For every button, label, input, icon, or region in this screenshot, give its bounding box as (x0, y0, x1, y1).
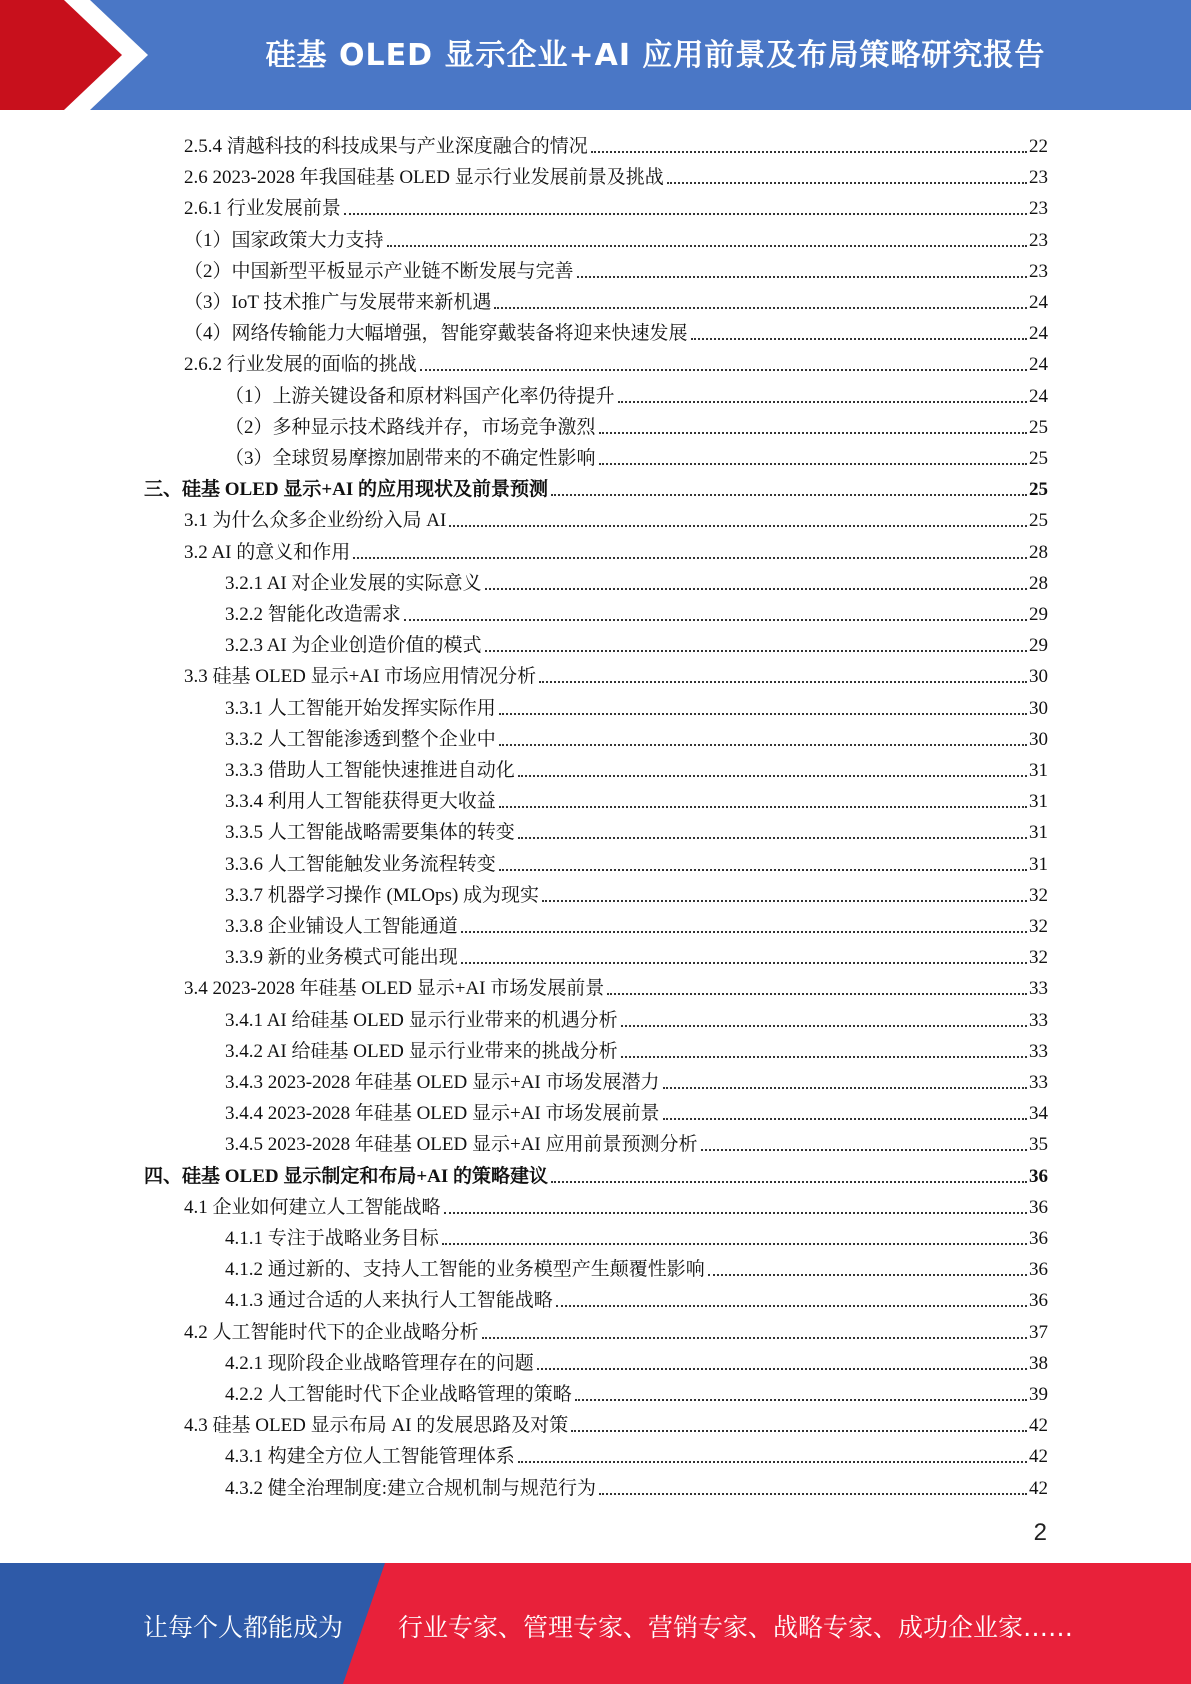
toc-leader-dots (499, 713, 1027, 715)
toc-leader-dots (591, 151, 1027, 153)
toc-entry-page-number: 23 (1029, 167, 1048, 189)
toc-entry-title: 3.3.3 借助人工智能快速推进自动化 (225, 760, 515, 781)
toc-entry-title: 3.3.9 新的业务模式可能出现 (225, 947, 458, 969)
toc-entry-page-number: 25 (1029, 448, 1048, 469)
toc-entry[interactable] (184, 1313, 1048, 1344)
toc-entry-page-number: 33 (1029, 1072, 1048, 1093)
toc-leader-dots (444, 1212, 1027, 1214)
toc-entry-page-number: 39 (1029, 1384, 1048, 1405)
toc-entry[interactable] (225, 1063, 1048, 1094)
toc-entry[interactable] (225, 595, 1048, 626)
toc-entry-title: 3.4.2 AI 给硅基 OLED 显示行业带来的挑战分析 (225, 1040, 618, 1062)
toc-leader-dots (542, 900, 1027, 902)
toc-entry-title: 4.3 硅基 OLED 显示布局 AI 的发展思路及对策 (184, 1415, 569, 1437)
toc-entry-title: 3.2.1 AI 对企业发展的实际意义 (225, 572, 482, 594)
toc-entry[interactable] (225, 1469, 1048, 1500)
toc-leader-dots (575, 1399, 1027, 1401)
toc-entry[interactable] (184, 283, 1048, 314)
toc-entry-page-number: 31 (1029, 853, 1048, 875)
header-banner (0, 0, 1191, 110)
toc-entry-title: 3.4.1 AI 给硅基 OLED 显示行业带来的机遇分析 (225, 1009, 618, 1031)
toc-entry-title: 四、硅基 OLED 显示制定和布局+AI 的策略建议 (144, 1165, 549, 1187)
toc-entry-title: 4.1 企业如何建立人工智能战略 (184, 1196, 441, 1218)
toc-leader-dots (571, 1430, 1027, 1432)
toc-entry-page-number: 28 (1029, 572, 1048, 594)
toc-leader-dots (482, 1337, 1027, 1339)
toc-entry-page-number: 28 (1029, 541, 1048, 563)
toc-entry-page-number: 37 (1029, 1321, 1048, 1343)
toc-entry-page-number: 42 (1029, 1477, 1048, 1499)
toc-entry[interactable] (225, 1437, 1048, 1468)
toc-entry[interactable] (225, 1375, 1048, 1406)
toc-leader-dots (539, 681, 1027, 683)
toc-entry-page-number: 31 (1029, 760, 1048, 781)
toc-entry[interactable] (184, 345, 1048, 376)
toc-leader-dots (551, 1181, 1027, 1183)
toc-entry[interactable] (184, 1188, 1048, 1219)
toc-entry-title: 3.4.4 2023-2028 年硅基 OLED 显示+AI 市场发展前景 (225, 1103, 660, 1125)
toc-entry[interactable] (184, 969, 1048, 1000)
toc-entry[interactable] (225, 377, 1048, 408)
toc-entry-title: （2）多种显示技术路线并存，市场竞争激烈 (225, 416, 596, 438)
toc-leader-dots (618, 401, 1027, 403)
toc-leader-dots (442, 1243, 1027, 1245)
toc-entry[interactable] (225, 1094, 1048, 1125)
toc-entry-title: 3.3.6 人工智能触发业务流程转变 (225, 853, 496, 875)
report-title: 硅基 OLED 显示企业+AI 应用前景及布局策略研究报告 (265, 38, 1046, 73)
toc-leader-dots (599, 1493, 1027, 1495)
toc-entry-title: （3）IoT 技术推广与发展带来新机遇 (184, 292, 492, 313)
toc-leader-dots (663, 1118, 1028, 1120)
toc-leader-dots (485, 650, 1027, 652)
toc-chapter-entry[interactable] (144, 470, 1048, 501)
toc-entry[interactable] (184, 657, 1048, 688)
toc-chapter-entry[interactable] (144, 1157, 1048, 1188)
toc-entry-title: 4.2 人工智能时代下的企业战略分析 (184, 1321, 479, 1343)
toc-entry-page-number: 29 (1029, 604, 1048, 625)
toc-entry-page-number: 36 (1029, 1228, 1048, 1249)
toc-leader-dots (404, 619, 1027, 621)
footer-slogan-right: 行业专家、管理专家、营销专家、战略专家、成功企业家…… (398, 1613, 1074, 1642)
toc-entry[interactable] (225, 689, 1048, 720)
toc-leader-dots (499, 869, 1027, 871)
toc-entry-title: 4.3.1 构建全方位人工智能管理体系 (225, 1446, 515, 1468)
toc-entry-title: 3.4 2023-2028 年硅基 OLED 显示+AI 市场发展前景 (184, 978, 605, 1000)
toc-leader-dots (353, 557, 1027, 559)
toc-leader-dots (599, 463, 1027, 465)
toc-leader-dots (518, 837, 1027, 839)
toc-entry[interactable] (184, 314, 1048, 345)
toc-leader-dots (708, 1274, 1027, 1276)
toc-leader-dots (461, 962, 1027, 964)
page-number: 2 (1033, 1519, 1047, 1546)
toc-entry-page-number: 42 (1029, 1415, 1048, 1437)
toc-leader-dots (621, 1056, 1027, 1058)
toc-leader-dots (518, 1461, 1027, 1463)
toc-entry[interactable] (225, 1250, 1048, 1281)
toc-entry-title: 3.2.2 智能化改造需求 (225, 604, 401, 625)
toc-entry-title: 3.4.5 2023-2028 年硅基 OLED 显示+AI 应用前景预测分析 (225, 1134, 698, 1156)
toc-entry-page-number: 23 (1029, 198, 1048, 220)
toc-leader-dots (485, 588, 1027, 590)
toc-entry[interactable] (225, 1219, 1048, 1250)
toc-entry-title: 3.3.8 企业铺设人工智能通道 (225, 916, 458, 937)
toc-entry[interactable] (225, 720, 1048, 751)
toc-entry-title: 3.3.2 人工智能渗透到整个企业中 (225, 728, 496, 750)
toc-leader-dots (499, 806, 1027, 808)
toc-entry[interactable] (225, 1125, 1048, 1156)
toc-entry-title: 4.1.1 专注于战略业务目标 (225, 1228, 439, 1249)
toc-entry[interactable] (184, 533, 1048, 564)
toc-entry-page-number: 24 (1029, 385, 1048, 407)
toc-entry[interactable] (225, 876, 1048, 907)
toc-entry[interactable] (225, 938, 1048, 969)
toc-entry-title: （1）上游关键设备和原材料国产化率仍待提升 (225, 385, 615, 407)
toc-leader-dots (537, 1368, 1027, 1370)
toc-entry-page-number: 32 (1029, 916, 1048, 937)
toc-leader-dots (499, 744, 1027, 746)
toc-leader-dots (577, 276, 1027, 278)
toc-entry-page-number: 25 (1029, 479, 1048, 501)
toc-entry-page-number: 33 (1029, 1040, 1048, 1062)
toc-leader-dots (556, 1305, 1027, 1307)
toc-leader-dots (663, 1087, 1028, 1089)
toc-entry-title: 3.3.7 机器学习操作 (MLOps) 成为现实 (225, 884, 540, 906)
footer-banner (0, 1563, 1191, 1684)
toc-leader-dots (518, 775, 1027, 777)
toc-entry-page-number: 32 (1029, 884, 1048, 906)
toc-entry-title: 4.3.2 健全治理制度:建立合规机制与规范行为 (225, 1477, 597, 1499)
toc-entry-title: 三、硅基 OLED 显示+AI 的应用现状及前景预测 (144, 479, 549, 501)
toc-leader-dots (691, 338, 1027, 340)
toc-entry-title: 3.3.5 人工智能战略需要集体的转变 (225, 822, 515, 844)
toc-entry[interactable] (184, 189, 1048, 220)
toc-entry-page-number: 30 (1029, 666, 1048, 688)
toc-entry-title: 4.1.2 通过新的、支持人工智能的业务模型产生颠覆性影响 (225, 1259, 705, 1281)
toc-entry-page-number: 22 (1029, 136, 1048, 157)
toc-entry-page-number: 25 (1029, 510, 1048, 532)
toc-entry[interactable] (225, 907, 1048, 938)
toc-entry[interactable] (225, 1001, 1048, 1032)
toc-entry-page-number: 24 (1029, 292, 1048, 313)
toc-entry-title: 2.6.2 行业发展的面临的挑战 (184, 354, 417, 376)
toc-entry-title: 4.2.2 人工智能时代下企业战略管理的策略 (225, 1384, 572, 1405)
toc-entry-page-number: 29 (1029, 635, 1048, 657)
toc-entry-title: 4.2.1 现阶段企业战略管理存在的问题 (225, 1352, 534, 1374)
toc-entry[interactable] (225, 813, 1048, 844)
toc-entry-title: 4.1.3 通过合适的人来执行人工智能战略 (225, 1290, 553, 1312)
toc-entry-page-number: 32 (1029, 947, 1048, 969)
toc-leader-dots (667, 182, 1027, 184)
toc-entry[interactable] (225, 751, 1048, 782)
toc-leader-dots (607, 993, 1027, 995)
toc-leader-dots (387, 245, 1027, 247)
toc-entry-page-number: 35 (1029, 1134, 1048, 1156)
toc-entry-title: （4）网络传输能力大幅增强，智能穿戴装备将迎来快速发展 (184, 323, 688, 345)
toc-entry[interactable] (225, 564, 1048, 595)
toc-entry[interactable] (225, 1344, 1048, 1375)
toc-leader-dots (551, 494, 1027, 496)
toc-entry-page-number: 31 (1029, 822, 1048, 844)
toc-entry-page-number: 36 (1029, 1165, 1048, 1187)
toc-entry[interactable] (184, 252, 1048, 283)
toc-entry[interactable] (225, 845, 1048, 876)
toc-entry-page-number: 30 (1029, 728, 1048, 750)
toc-entry-page-number: 25 (1029, 416, 1048, 438)
toc-leader-dots (701, 1149, 1028, 1151)
toc-entry[interactable] (225, 782, 1048, 813)
toc-entry-title: （3）全球贸易摩擦加剧带来的不确定性影响 (225, 448, 596, 469)
toc-entry[interactable] (184, 501, 1048, 532)
toc-entry-title: 3.3 硅基 OLED 显示+AI 市场应用情况分析 (184, 666, 537, 688)
toc-entry-page-number: 23 (1029, 229, 1048, 251)
toc-entry-page-number: 24 (1029, 354, 1048, 376)
toc-entry[interactable] (225, 439, 1048, 470)
toc-leader-dots (420, 369, 1027, 371)
toc-entry[interactable] (225, 1281, 1048, 1312)
toc-entry-page-number: 38 (1029, 1352, 1048, 1374)
toc-leader-dots (461, 931, 1027, 933)
toc-entry-page-number: 34 (1029, 1103, 1048, 1125)
toc-leader-dots (344, 213, 1027, 215)
toc-entry-page-number: 33 (1029, 1009, 1048, 1031)
toc-entry[interactable] (184, 127, 1048, 158)
toc-entry[interactable] (184, 221, 1048, 252)
toc-entry-page-number: 23 (1029, 260, 1048, 282)
toc-entry-page-number: 36 (1029, 1290, 1048, 1312)
toc-entry-title: 3.2 AI 的意义和作用 (184, 541, 351, 563)
toc-entry-title: 3.3.4 利用人工智能获得更大收益 (225, 791, 496, 813)
toc-leader-dots (621, 1025, 1027, 1027)
toc-entry-page-number: 36 (1029, 1259, 1048, 1281)
toc-leader-dots (599, 432, 1027, 434)
toc-entry-title: 2.5.4 清越科技的科技成果与产业深度融合的情况 (184, 136, 588, 157)
toc-entry-page-number: 24 (1029, 323, 1048, 345)
toc-entry-title: （2）中国新型平板显示产业链不断发展与完善 (184, 260, 574, 282)
toc-entry-title: 3.4.3 2023-2028 年硅基 OLED 显示+AI 市场发展潜力 (225, 1072, 660, 1093)
toc-entry-page-number: 42 (1029, 1446, 1048, 1468)
toc-entry-title: （1）国家政策大力支持 (184, 229, 384, 251)
toc-entry-page-number: 31 (1029, 791, 1048, 813)
toc-leader-dots (494, 307, 1027, 309)
toc-entry-title: 3.1 为什么众多企业纷纷入局 AI (184, 510, 447, 532)
footer-slogan-left: 让每个人都能成为 (143, 1613, 344, 1642)
toc-entry[interactable] (184, 158, 1048, 189)
toc-entry-title: 3.3.1 人工智能开始发挥实际作用 (225, 697, 496, 719)
toc-entry-page-number: 30 (1029, 697, 1048, 719)
toc-entry[interactable] (225, 408, 1048, 439)
toc-entry-title: 2.6 2023-2028 年我国硅基 OLED 显示行业发展前景及挑战 (184, 167, 664, 189)
toc-entry[interactable] (225, 1032, 1048, 1063)
toc-entry[interactable] (225, 626, 1048, 657)
toc-entry-title: 2.6.1 行业发展前景 (184, 198, 341, 220)
toc-entry[interactable] (184, 1406, 1048, 1437)
toc-leader-dots (449, 525, 1027, 527)
toc-entry-title: 3.2.3 AI 为企业创造价值的模式 (225, 635, 482, 657)
toc-entry-page-number: 36 (1029, 1196, 1048, 1218)
toc-entry-page-number: 33 (1029, 978, 1048, 1000)
